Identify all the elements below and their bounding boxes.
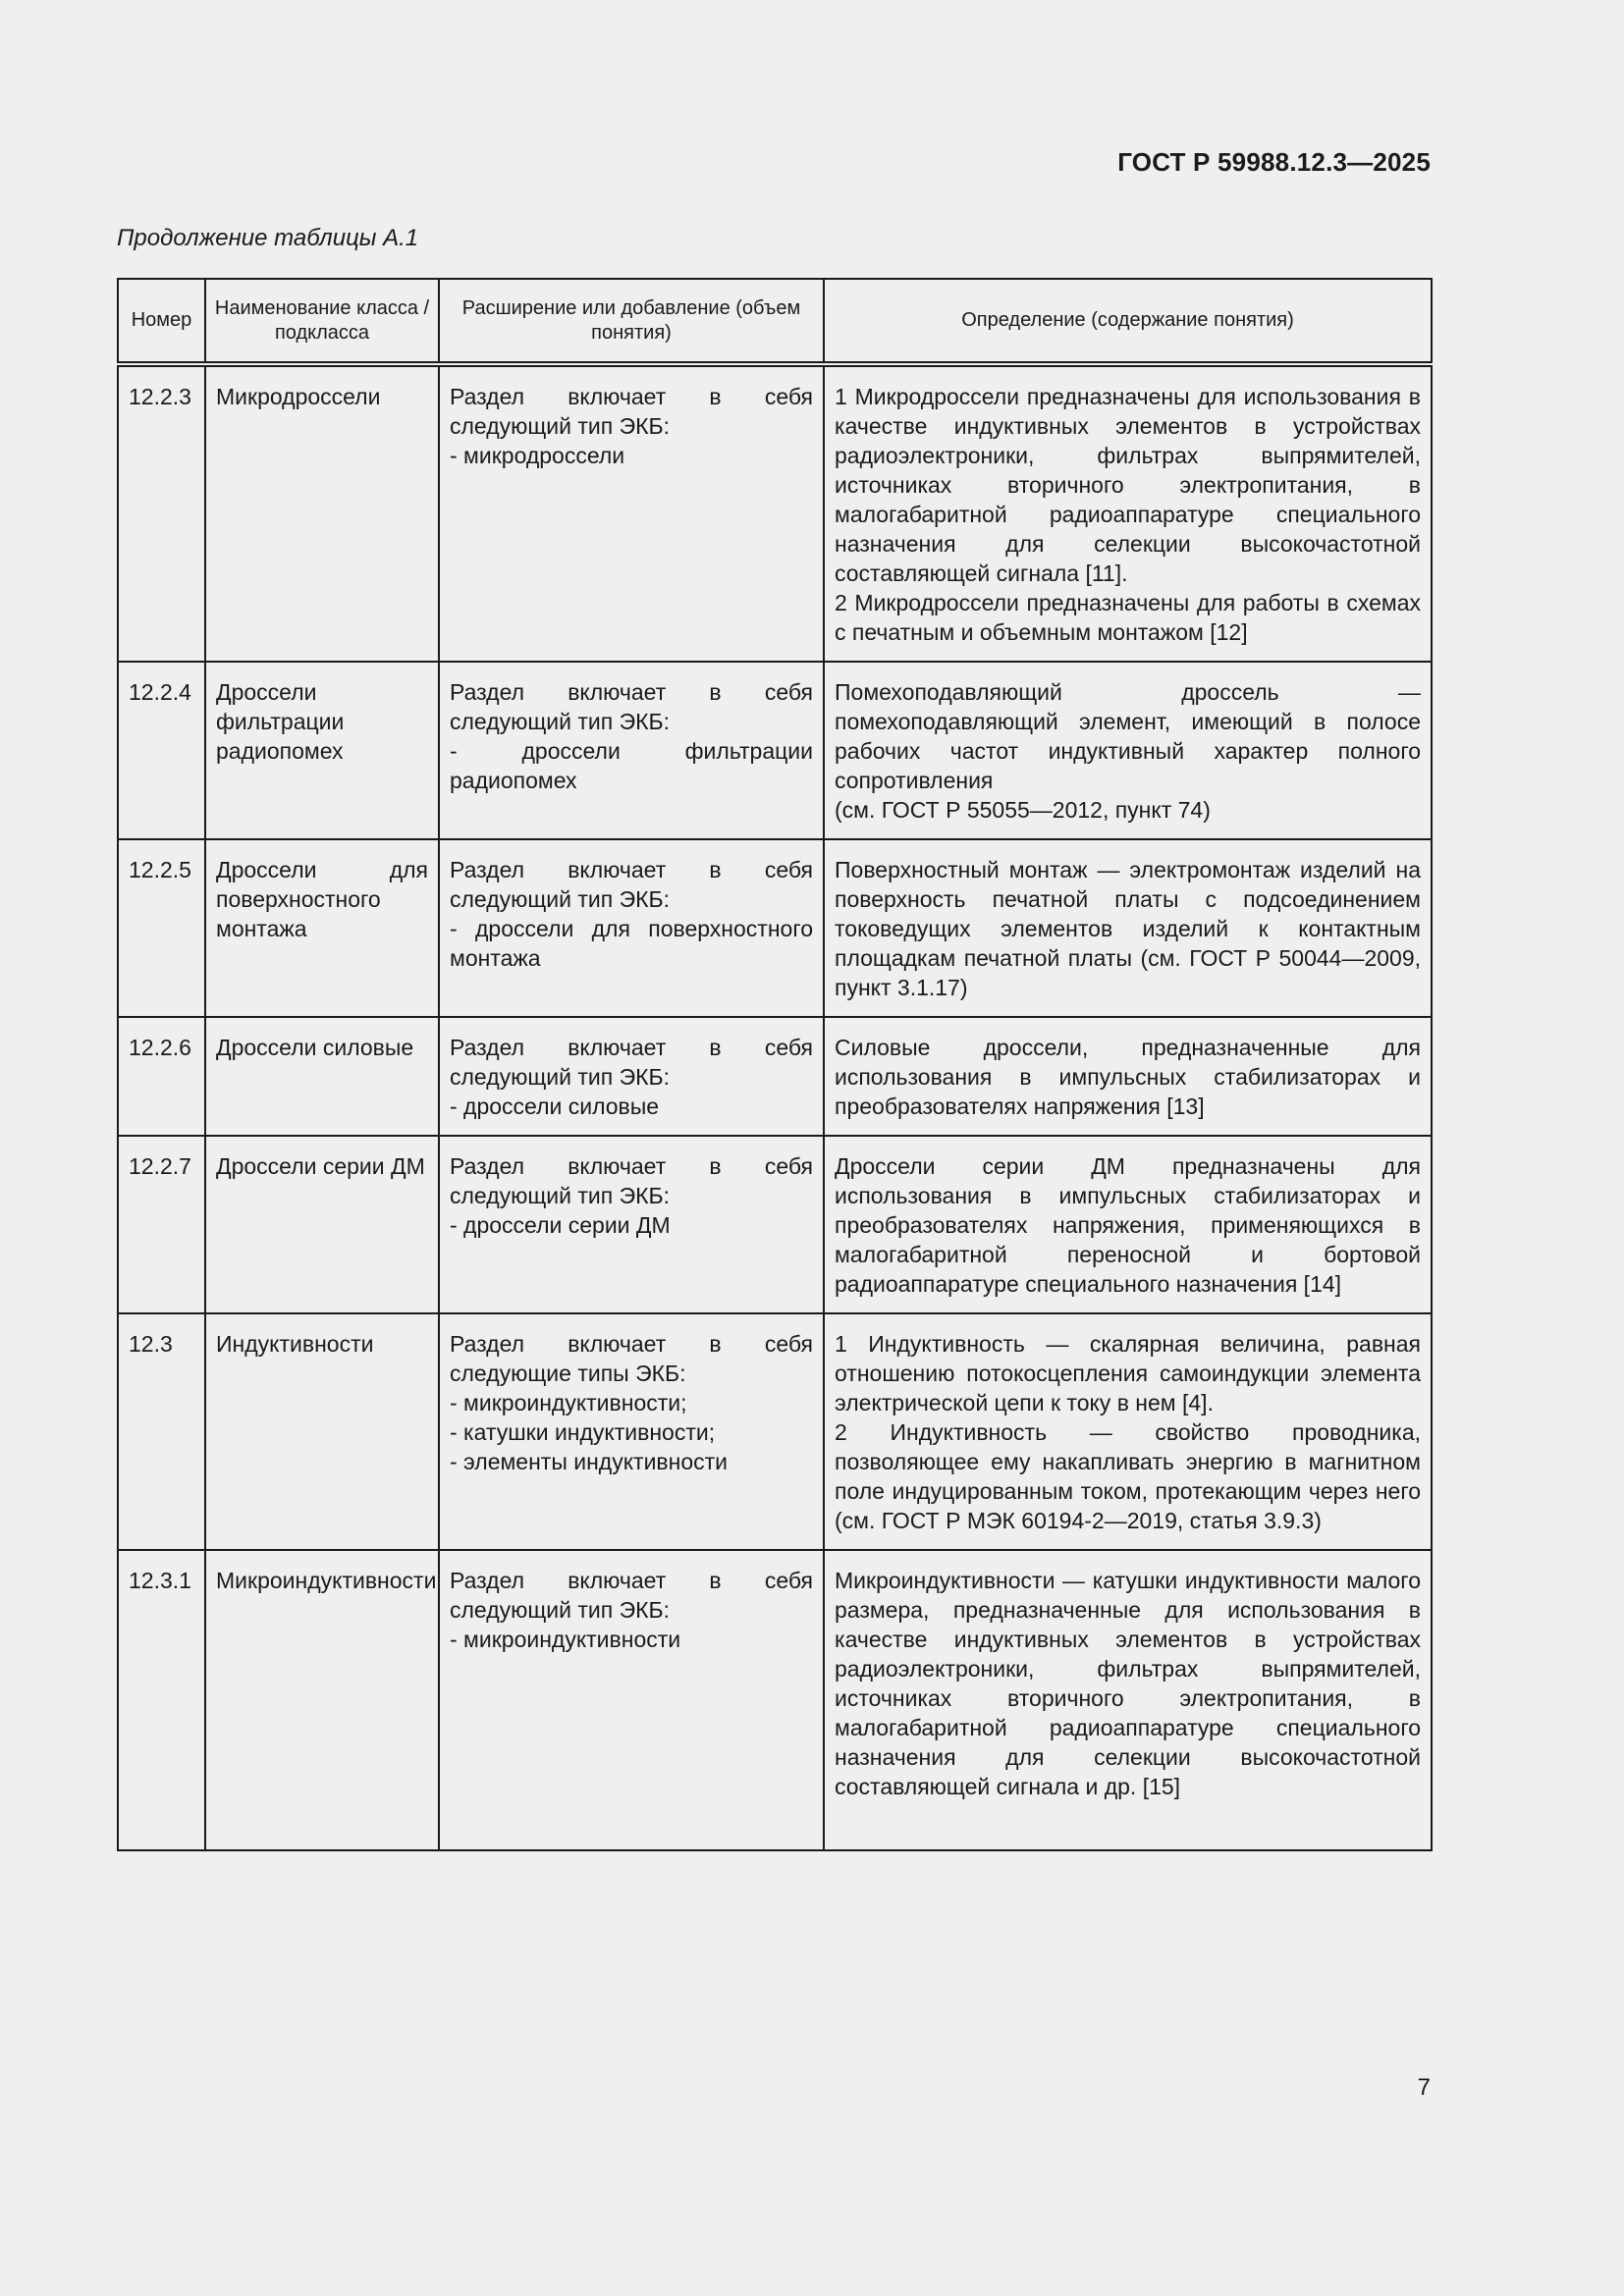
table-row (118, 1136, 1432, 1313)
cell-class-name: Микродроссели (205, 364, 439, 662)
definition-paragraph: 1 Микродроссели предназначены для использования в качестве индуктивных элементов в устройствах радиоэлектроники, фильтрах выпрямителей, источниках вторичного электропитания, в малогабаритной радиоаппаратуре специального назначения для селекции высокочастотной составляющей сигнала [11]. (835, 384, 1421, 586)
header-class-name: Наименование класса / подкласса (205, 279, 439, 364)
table-header (118, 279, 1432, 364)
definition-paragraph: 2 Индуктивность — свойство проводника, позволяющее ему накапливать энергию в магнитном поле индуцированным током, протекающим через него (см. ГОСТ Р МЭК 60194-2—2019, статья 3.9.3) (835, 1419, 1421, 1533)
page-number: 7 (1417, 2074, 1431, 2101)
extension-item: - дроссели силовые (450, 1094, 660, 1119)
cell-number: 12.2.5 (118, 839, 205, 1017)
definition-paragraph: Помехоподавляющий дроссель — помехоподавляющий элемент, имеющий в полосе рабочих частот индуктивный характер полного сопротивления (835, 679, 1421, 793)
extension-item: - дроссели для поверхностного монтажа (450, 916, 813, 971)
header-number: Номер (118, 279, 205, 364)
cell-extension (439, 1313, 824, 1550)
extension-item: - дроссели серии ДМ (450, 1212, 671, 1238)
cell-number: 12.2.6 (118, 1017, 205, 1136)
cell-extension (439, 1017, 824, 1136)
extension-item: - микродроссели (450, 443, 625, 468)
extension-item: - микроиндуктивности; (450, 1390, 687, 1415)
extension-item: - катушки индуктивности; (450, 1419, 716, 1445)
cell-definition (824, 1017, 1432, 1136)
cell-definition (824, 1136, 1432, 1313)
cell-number: 12.3.1 (118, 1550, 205, 1850)
extension-item: - дроссели фильтрации радиопомех (450, 738, 813, 793)
classification-table (117, 278, 1433, 1851)
cell-number: 12.3 (118, 1313, 205, 1550)
table-row (118, 1017, 1432, 1136)
header-definition: Определение (содержание понятия) (824, 279, 1432, 364)
table-row (118, 1550, 1432, 1850)
cell-definition (824, 662, 1432, 839)
extension-intro: Раздел включает в себя следующий тип ЭКБ: (450, 1035, 813, 1090)
extension-intro: Раздел включает в себя следующий тип ЭКБ: (450, 1153, 813, 1208)
cell-class-name: Дроссели для поверхностного монтажа (205, 839, 439, 1017)
definition-paragraph: Поверхностный монтаж — электромонтаж изделий на поверхность печатной платы с подсоединением токоведущих элементов изделий к контактным площадкам печатной платы (см. ГОСТ Р 50044—2009, пункт 3.1.17) (835, 857, 1421, 1000)
document-code: ГОСТ Р 59988.12.3—2025 (1117, 147, 1431, 177)
cell-definition (824, 839, 1432, 1017)
definition-paragraph: 1 Индуктивность — скалярная величина, равная отношению потокосцепления самоиндукции элемента электрической цепи к току в нем [4]. (835, 1331, 1421, 1415)
cell-extension (439, 1550, 824, 1850)
header-row (118, 279, 1432, 364)
cell-class-name: Индуктивности (205, 1313, 439, 1550)
extension-intro: Раздел включает в себя следующий тип ЭКБ: (450, 857, 813, 912)
cell-extension (439, 662, 824, 839)
extension-item: - микроиндуктивности (450, 1627, 681, 1652)
extension-intro: Раздел включает в себя следующий тип ЭКБ: (450, 384, 813, 439)
definition-reference: (см. ГОСТ Р 55055—2012, пункт 74) (835, 797, 1211, 823)
cell-number: 12.2.7 (118, 1136, 205, 1313)
cell-extension (439, 364, 824, 662)
table-row (118, 364, 1432, 662)
extension-item: - элементы индуктивности (450, 1449, 729, 1474)
header-extension: Расширение или добавление (объем понятия) (439, 279, 824, 364)
table-row (118, 662, 1432, 839)
extension-intro: Раздел включает в себя следующие типы ЭКБ: (450, 1331, 813, 1386)
definition-paragraph: Силовые дроссели, предназначенные для использования в импульсных стабилизаторах и преобразователях напряжения [13] (835, 1035, 1421, 1119)
table-body (118, 364, 1432, 1850)
definition-paragraph: 2 Микродроссели предназначены для работы в схемах с печатным и объемным монтажом [12] (835, 590, 1421, 645)
table-row (118, 1313, 1432, 1550)
cell-definition (824, 1550, 1432, 1850)
extension-intro: Раздел включает в себя следующий тип ЭКБ: (450, 679, 813, 734)
cell-class-name: Дроссели фильтрации радиопомех (205, 662, 439, 839)
cell-extension (439, 1136, 824, 1313)
cell-number: 12.2.4 (118, 662, 205, 839)
extension-intro: Раздел включает в себя следующий тип ЭКБ: (450, 1568, 813, 1623)
cell-extension (439, 839, 824, 1017)
definition-paragraph: Дроссели серии ДМ предназначены для использования в импульсных стабилизаторах и преобразователях напряжения, применяющихся в малогабаритной переносной и бортовой радиоаппаратуре специального назначения [14] (835, 1153, 1421, 1297)
cell-number: 12.2.3 (118, 364, 205, 662)
cell-class-name: Дроссели серии ДМ (205, 1136, 439, 1313)
cell-definition (824, 1313, 1432, 1550)
table-caption: Продолжение таблицы А.1 (117, 225, 419, 251)
cell-definition (824, 364, 1432, 662)
table-row (118, 839, 1432, 1017)
cell-class-name: Микроиндуктивности (205, 1550, 439, 1850)
definition-paragraph: Микроиндуктивности — катушки индуктивности малого размера, предназначенные для использования в качестве индуктивных элементов в устройствах радиоэлектроники, фильтрах выпрямителей, источниках вторичного электропитания, в малогабаритной радиоаппаратуре специального назначения для селекции высокочастотной составляющей сигнала и др. [15] (835, 1568, 1421, 1799)
cell-class-name: Дроссели силовые (205, 1017, 439, 1136)
